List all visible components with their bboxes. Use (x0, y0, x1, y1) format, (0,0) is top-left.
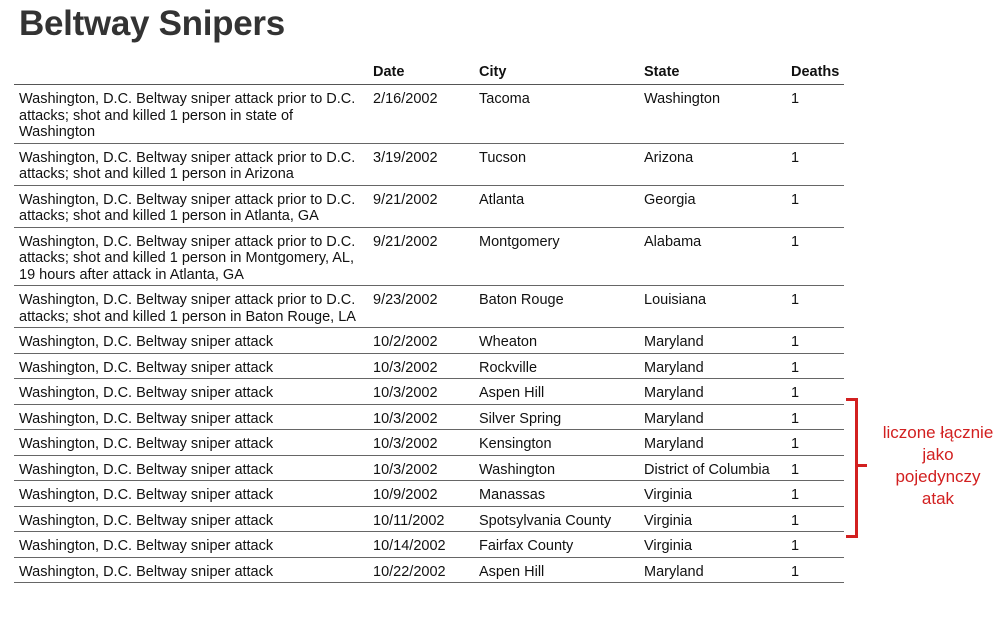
cell-date: 10/11/2002 (368, 506, 474, 532)
cell-state: Alabama (639, 227, 786, 286)
cell-city: Washington (474, 455, 639, 481)
cell-city: Spotsylvania County (474, 506, 639, 532)
grouping-annotation: liczone łącznie jako pojedynczy atak (882, 423, 994, 508)
cell-deaths: 1 (786, 185, 844, 227)
header-deaths: Deaths (786, 55, 844, 85)
cell-city: Aspen Hill (474, 557, 639, 583)
cell-state: Maryland (639, 353, 786, 379)
cell-description: Washington, D.C. Beltway sniper attack (14, 506, 368, 532)
table-row (14, 455, 844, 481)
cell-state: Washington (639, 85, 786, 144)
cell-state: Louisiana (639, 286, 786, 328)
cell-date: 10/2/2002 (368, 328, 474, 354)
header-date: Date (368, 55, 474, 85)
table-header-row (14, 55, 844, 85)
cell-state: Virginia (639, 481, 786, 507)
page-title: Beltway Snipers (19, 4, 285, 43)
cell-date: 10/3/2002 (368, 430, 474, 456)
cell-city: Montgomery (474, 227, 639, 286)
cell-description: Washington, D.C. Beltway sniper attack prior to D.C. attacks; shot and killed 1 person in state of Washington (14, 85, 368, 144)
cell-deaths: 1 (786, 353, 844, 379)
cell-date: 9/21/2002 (368, 185, 474, 227)
table-row (14, 85, 844, 144)
cell-description: Washington, D.C. Beltway sniper attack prior to D.C. attacks; shot and killed 1 person in Atlanta, GA (14, 185, 368, 227)
cell-deaths: 1 (786, 379, 844, 405)
table-row (14, 506, 844, 532)
cell-deaths: 1 (786, 85, 844, 144)
cell-deaths: 1 (786, 286, 844, 328)
header-city: City (474, 55, 639, 85)
cell-date: 10/9/2002 (368, 481, 474, 507)
cell-city: Rockville (474, 353, 639, 379)
cell-date: 10/3/2002 (368, 404, 474, 430)
cell-city: Manassas (474, 481, 639, 507)
table-row (14, 185, 844, 227)
header-description (14, 55, 368, 85)
cell-state: Georgia (639, 185, 786, 227)
cell-description: Washington, D.C. Beltway sniper attack prior to D.C. attacks; shot and killed 1 person in Arizona (14, 143, 368, 185)
cell-deaths: 1 (786, 455, 844, 481)
cell-description: Washington, D.C. Beltway sniper attack (14, 379, 368, 405)
grouping-bracket (846, 398, 858, 538)
cell-city: Kensington (474, 430, 639, 456)
cell-deaths: 1 (786, 532, 844, 558)
cell-date: 10/3/2002 (368, 353, 474, 379)
cell-city: Tucson (474, 143, 639, 185)
cell-state: Maryland (639, 557, 786, 583)
table-row (14, 328, 844, 354)
cell-city: Aspen Hill (474, 379, 639, 405)
cell-description: Washington, D.C. Beltway sniper attack (14, 353, 368, 379)
cell-state: Maryland (639, 379, 786, 405)
cell-date: 10/14/2002 (368, 532, 474, 558)
table-row (14, 557, 844, 583)
cell-deaths: 1 (786, 557, 844, 583)
cell-state: Maryland (639, 404, 786, 430)
table-row (14, 353, 844, 379)
cell-deaths: 1 (786, 430, 844, 456)
attacks-table (14, 55, 844, 583)
cell-date: 3/19/2002 (368, 143, 474, 185)
cell-state: Virginia (639, 506, 786, 532)
cell-state: Maryland (639, 328, 786, 354)
table-row (14, 227, 844, 286)
cell-description: Washington, D.C. Beltway sniper attack prior to D.C. attacks; shot and killed 1 person in Baton Rouge, LA (14, 286, 368, 328)
cell-state: Arizona (639, 143, 786, 185)
cell-description: Washington, D.C. Beltway sniper attack (14, 532, 368, 558)
cell-deaths: 1 (786, 328, 844, 354)
cell-description: Washington, D.C. Beltway sniper attack prior to D.C. attacks; shot and killed 1 person in Montgomery, AL, 19 hours after attack in Atlanta, GA (14, 227, 368, 286)
table-row (14, 532, 844, 558)
cell-state: Virginia (639, 532, 786, 558)
cell-deaths: 1 (786, 481, 844, 507)
cell-date: 9/21/2002 (368, 227, 474, 286)
header-state: State (639, 55, 786, 85)
cell-city: Fairfax County (474, 532, 639, 558)
cell-city: Silver Spring (474, 404, 639, 430)
cell-date: 10/3/2002 (368, 455, 474, 481)
cell-description: Washington, D.C. Beltway sniper attack (14, 557, 368, 583)
table-row (14, 481, 844, 507)
cell-description: Washington, D.C. Beltway sniper attack (14, 455, 368, 481)
cell-description: Washington, D.C. Beltway sniper attack (14, 404, 368, 430)
grouping-bracket-tick (858, 464, 867, 467)
cell-state: District of Columbia (639, 455, 786, 481)
cell-city: Tacoma (474, 85, 639, 144)
cell-city: Atlanta (474, 185, 639, 227)
cell-state: Maryland (639, 430, 786, 456)
cell-description: Washington, D.C. Beltway sniper attack (14, 481, 368, 507)
cell-date: 2/16/2002 (368, 85, 474, 144)
cell-date: 10/3/2002 (368, 379, 474, 405)
cell-date: 10/22/2002 (368, 557, 474, 583)
cell-description: Washington, D.C. Beltway sniper attack (14, 430, 368, 456)
table-row (14, 379, 844, 405)
cell-city: Wheaton (474, 328, 639, 354)
cell-deaths: 1 (786, 404, 844, 430)
table-row (14, 286, 844, 328)
cell-description: Washington, D.C. Beltway sniper attack (14, 328, 368, 354)
table-row (14, 404, 844, 430)
cell-city: Baton Rouge (474, 286, 639, 328)
table-row (14, 143, 844, 185)
cell-deaths: 1 (786, 227, 844, 286)
table-row (14, 430, 844, 456)
cell-deaths: 1 (786, 143, 844, 185)
cell-date: 9/23/2002 (368, 286, 474, 328)
cell-deaths: 1 (786, 506, 844, 532)
